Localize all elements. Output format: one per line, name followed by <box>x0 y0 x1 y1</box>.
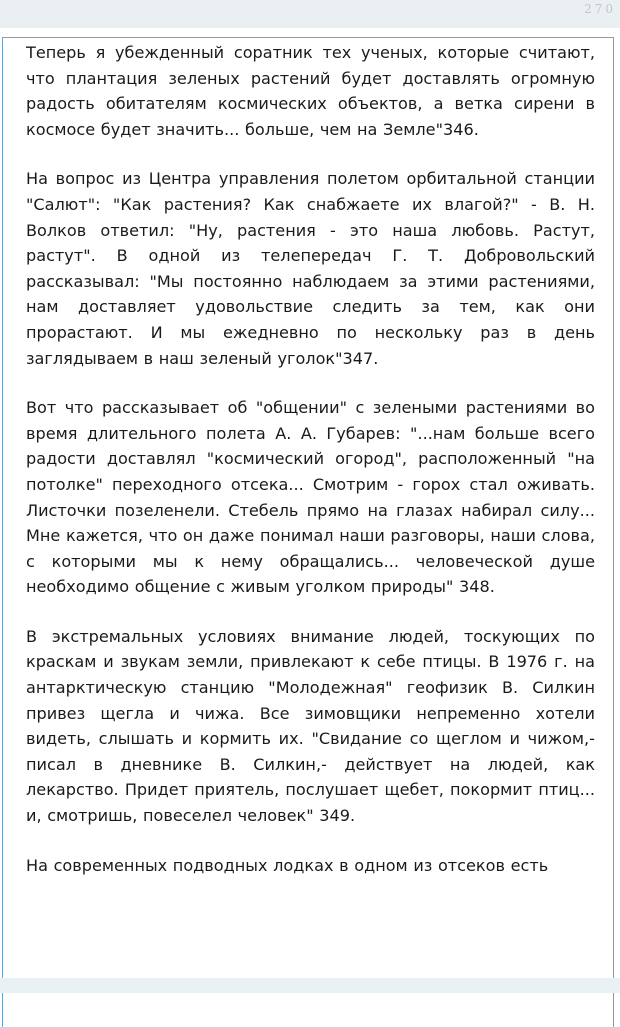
paragraph: Вот что рассказывает об "общении" с зелеными растениями во время длительного полета А. А. Губарев: "...нам больше всего радости доставлял "космический огород", расположенный "на потолке" переходного отсека... Смотрим - горох стал оживать. Листочки позеленели. Стебель прямо на глазах набирал силу... Мне кажется, что он даже понимал наши разговоры, наши слова, с которыми мы к нему обращались... человеческой душе необходимо общение с живым уголком природы" 348. <box>26 398 595 597</box>
header-band <box>0 0 620 28</box>
page-body <box>26 40 595 878</box>
paragraph: Теперь я убежденный соратник тех ученых, которые считают, что плантация зеленых растений будет доставлять огромную радость обитателям космических объектов, а ветка сирени в космосе будет значить... больше, чем на Земле"346. <box>26 43 595 139</box>
paragraph: На современных подводных лодках в одном из отсеков есть <box>26 855 549 875</box>
page-number: 270 <box>584 2 616 16</box>
paragraph: На вопрос из Центра управления полетом орбитальной станции "Салют": "Как растения? Как снабжаете их влагой?" - В. Н. Волков ответил: "Ну, растения - это наша любовь. Растут, растут". В одной из телепередач Г. Т. Добровольский рассказывал: "Мы постоянно наблюдаем за этими растениями, нам доставляет удовольствие следить за тем, как они прорастают. И мы ежедневно по нескольку раз в день заглядываем в наш зеленый уголок"347. <box>26 169 595 368</box>
footer-band <box>0 978 620 993</box>
paragraph: В экстремальных условиях внимание людей, тоскующих по краскам и звукам земли, привлекают к себе птицы. В 1976 г. на антарктическую станцию "Молодежная" геофизик В. Силкин привез щегла и чижа. Все зимовщики непременно хотели видеть, слышать и кормить их. "Свидание со щеглом и чижом,- писал в дневнике В. Силкин,- действует на людей, как лекарство. Придет приятель, послушает щебет, покормит птиц... и, смотришь, повеселел человек" 349. <box>26 626 595 826</box>
